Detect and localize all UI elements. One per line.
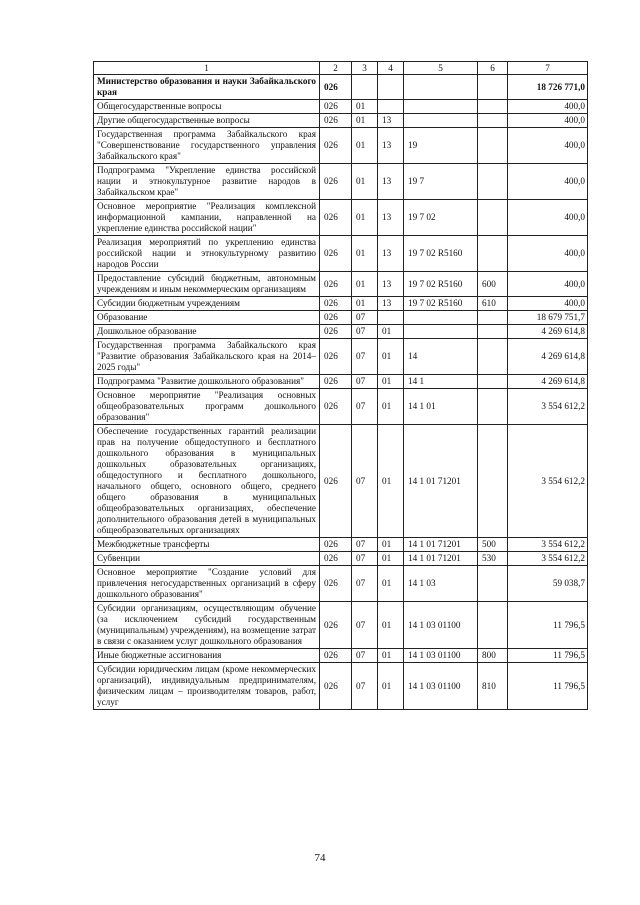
row-value-cell xyxy=(478,389,508,425)
row-value-cell: 400,0 xyxy=(508,100,588,114)
row-value-cell xyxy=(478,425,508,538)
row-value-cell: 026 xyxy=(320,425,352,538)
row-value-cell: 026 xyxy=(320,389,352,425)
row-value-cell: 01 xyxy=(352,297,378,311)
row-name-cell: Субвенции xyxy=(94,552,320,566)
row-value-cell xyxy=(404,75,478,100)
table-row xyxy=(94,114,588,128)
row-value-cell: 07 xyxy=(352,339,378,375)
row-value-cell: 01 xyxy=(378,389,404,425)
row-value-cell: 14 1 01 xyxy=(404,389,478,425)
row-name-cell: Реализация мероприятий по укреплению единства российской нации и этнокультурному развитию народов России xyxy=(94,236,320,272)
row-name-cell: Иные бюджетные ассигнования xyxy=(94,649,320,663)
row-value-cell xyxy=(478,339,508,375)
table-row xyxy=(94,339,588,375)
row-name-cell: Министерство образования и науки Забайкальского края xyxy=(94,75,320,100)
row-value-cell xyxy=(352,75,378,100)
table-row xyxy=(94,389,588,425)
row-value-cell: 07 xyxy=(352,325,378,339)
header-cell: 4 xyxy=(378,62,404,75)
row-name-cell: Дошкольное образование xyxy=(94,325,320,339)
row-value-cell: 4 269 614,8 xyxy=(508,375,588,389)
row-value-cell: 400,0 xyxy=(508,272,588,297)
row-name-cell: Образование xyxy=(94,311,320,325)
budget-table xyxy=(93,61,588,710)
table-row xyxy=(94,663,588,710)
row-value-cell: 14 1 xyxy=(404,375,478,389)
row-name-cell: Субсидии юридическим лицам (кроме некоммерческих организаций), индивидуальным предпринимателям, физическим лицам – производителям товаров, работ, услуг xyxy=(94,663,320,710)
row-value-cell: 01 xyxy=(378,552,404,566)
row-value-cell: 01 xyxy=(378,538,404,552)
row-name-cell: Подпрограмма "Развитие дошкольного образования" xyxy=(94,375,320,389)
row-name-cell: Основное мероприятие "Реализация комплексной информационной кампании, направленной на укрепление единства российской нации" xyxy=(94,200,320,236)
row-value-cell: 026 xyxy=(320,114,352,128)
row-value-cell: 19 xyxy=(404,128,478,164)
row-value-cell: 3 554 612,2 xyxy=(508,552,588,566)
row-value-cell: 13 xyxy=(378,272,404,297)
row-value-cell: 07 xyxy=(352,311,378,325)
row-value-cell: 11 796,5 xyxy=(508,663,588,710)
table-row xyxy=(94,552,588,566)
row-value-cell: 07 xyxy=(352,649,378,663)
page-number: 74 xyxy=(314,852,326,864)
row-value-cell: 026 xyxy=(320,552,352,566)
row-value-cell: 13 xyxy=(378,128,404,164)
row-value-cell: 530 xyxy=(478,552,508,566)
row-name-cell: Государственная программа Забайкальского края "Совершенствование государственного управления Забайкальского края" xyxy=(94,128,320,164)
row-value-cell xyxy=(478,566,508,602)
row-value-cell: 026 xyxy=(320,663,352,710)
row-value-cell: 026 xyxy=(320,311,352,325)
row-value-cell xyxy=(378,311,404,325)
row-value-cell xyxy=(378,100,404,114)
row-value-cell xyxy=(478,200,508,236)
row-value-cell: 800 xyxy=(478,649,508,663)
row-value-cell: 14 1 03 xyxy=(404,566,478,602)
row-value-cell: 3 554 612,2 xyxy=(508,425,588,538)
table-row xyxy=(94,100,588,114)
row-value-cell: 07 xyxy=(352,375,378,389)
row-value-cell: 400,0 xyxy=(508,128,588,164)
header-cell: 2 xyxy=(320,62,352,75)
row-value-cell: 01 xyxy=(378,325,404,339)
table-row xyxy=(94,375,588,389)
table-row xyxy=(94,272,588,297)
row-value-cell: 026 xyxy=(320,602,352,649)
row-value-cell: 500 xyxy=(478,538,508,552)
row-value-cell: 01 xyxy=(352,236,378,272)
row-value-cell: 07 xyxy=(352,663,378,710)
row-name-cell: Межбюджетные трансферты xyxy=(94,538,320,552)
row-value-cell xyxy=(378,75,404,100)
row-value-cell: 19 7 xyxy=(404,164,478,200)
row-value-cell: 11 796,5 xyxy=(508,649,588,663)
row-value-cell: 400,0 xyxy=(508,114,588,128)
row-value-cell: 18 679 751,7 xyxy=(508,311,588,325)
row-value-cell: 19 7 02 xyxy=(404,200,478,236)
header-row xyxy=(94,62,588,75)
row-value-cell xyxy=(478,128,508,164)
table-row xyxy=(94,649,588,663)
row-value-cell: 01 xyxy=(378,425,404,538)
row-value-cell: 026 xyxy=(320,566,352,602)
table-row xyxy=(94,200,588,236)
row-value-cell: 026 xyxy=(320,649,352,663)
row-name-cell: Основное мероприятие "Создание условий для привлечения негосударственных организаций в сферу дошкольного образования" xyxy=(94,566,320,602)
header-cell: 7 xyxy=(508,62,588,75)
table-body xyxy=(94,75,588,710)
row-name-cell: Предоставление субсидий бюджетным, автономным учреждениям и иным некоммерческим организациям xyxy=(94,272,320,297)
row-value-cell: 3 554 612,2 xyxy=(508,538,588,552)
row-value-cell: 026 xyxy=(320,164,352,200)
row-value-cell xyxy=(404,100,478,114)
row-value-cell: 13 xyxy=(378,114,404,128)
row-value-cell: 026 xyxy=(320,339,352,375)
row-value-cell: 400,0 xyxy=(508,297,588,311)
row-value-cell: 026 xyxy=(320,236,352,272)
row-name-cell: Субсидии организациям, осуществляющим обучение (за исключением субсидий государственным (муниципальным) учреждениям), на возмещение затрат в связи с оказанием услуг дошкольного образования xyxy=(94,602,320,649)
header-cell: 6 xyxy=(478,62,508,75)
row-name-cell: Общегосударственные вопросы xyxy=(94,100,320,114)
table-row xyxy=(94,538,588,552)
row-value-cell: 026 xyxy=(320,297,352,311)
row-value-cell: 01 xyxy=(352,100,378,114)
row-value-cell: 026 xyxy=(320,75,352,100)
row-value-cell xyxy=(478,325,508,339)
row-value-cell xyxy=(478,114,508,128)
row-value-cell: 610 xyxy=(478,297,508,311)
row-value-cell: 01 xyxy=(378,649,404,663)
row-value-cell: 13 xyxy=(378,297,404,311)
row-name-cell: Другие общегосударственные вопросы xyxy=(94,114,320,128)
table-row xyxy=(94,602,588,649)
table-row xyxy=(94,128,588,164)
row-value-cell: 026 xyxy=(320,100,352,114)
table-row xyxy=(94,311,588,325)
row-value-cell: 07 xyxy=(352,566,378,602)
row-value-cell: 14 1 03 01100 xyxy=(404,649,478,663)
row-name-cell: Обеспечение государственных гарантий реализации прав на получение общедоступного и бесплатного дошкольного образования в муниципальных дошкольных образовательных организациях, общедоступного и бесплатного дошкольного, начального общего, основного общего, среднего общего образования в муниципальных общеобразовательных организациях, обеспечение дополнительного образования детей в муниципальных общеобразовательных организациях xyxy=(94,425,320,538)
header-cell: 5 xyxy=(404,62,478,75)
row-value-cell xyxy=(478,602,508,649)
table-row xyxy=(94,75,588,100)
row-value-cell xyxy=(478,375,508,389)
table-row xyxy=(94,325,588,339)
row-value-cell: 026 xyxy=(320,128,352,164)
row-value-cell: 14 1 01 71201 xyxy=(404,538,478,552)
row-value-cell: 01 xyxy=(352,272,378,297)
row-value-cell: 13 xyxy=(378,164,404,200)
row-value-cell: 400,0 xyxy=(508,164,588,200)
row-value-cell: 3 554 612,2 xyxy=(508,389,588,425)
row-value-cell: 19 7 02 R5160 xyxy=(404,272,478,297)
table-row xyxy=(94,566,588,602)
row-value-cell: 01 xyxy=(352,164,378,200)
row-value-cell: 01 xyxy=(378,663,404,710)
row-value-cell: 01 xyxy=(378,339,404,375)
row-value-cell xyxy=(478,311,508,325)
row-value-cell: 14 1 03 01100 xyxy=(404,602,478,649)
row-value-cell: 13 xyxy=(378,236,404,272)
row-value-cell xyxy=(478,236,508,272)
row-value-cell: 07 xyxy=(352,602,378,649)
row-value-cell: 026 xyxy=(320,272,352,297)
row-value-cell xyxy=(478,75,508,100)
row-value-cell: 026 xyxy=(320,538,352,552)
row-value-cell: 810 xyxy=(478,663,508,710)
table-row xyxy=(94,236,588,272)
row-value-cell xyxy=(404,311,478,325)
row-value-cell xyxy=(478,164,508,200)
header-cell: 3 xyxy=(352,62,378,75)
row-value-cell: 01 xyxy=(352,128,378,164)
row-value-cell: 4 269 614,8 xyxy=(508,325,588,339)
row-value-cell: 13 xyxy=(378,200,404,236)
row-value-cell: 14 1 01 71201 xyxy=(404,425,478,538)
row-value-cell: 07 xyxy=(352,538,378,552)
row-value-cell: 400,0 xyxy=(508,200,588,236)
table-row xyxy=(94,297,588,311)
row-name-cell: Субсидии бюджетным учреждениям xyxy=(94,297,320,311)
row-name-cell: Государственная программа Забайкальского края "Развитие образования Забайкальского края на 2014–2025 годы" xyxy=(94,339,320,375)
table-row xyxy=(94,425,588,538)
row-value-cell: 400,0 xyxy=(508,236,588,272)
row-value-cell: 01 xyxy=(352,114,378,128)
row-value-cell: 11 796,5 xyxy=(508,602,588,649)
row-value-cell: 14 1 03 01100 xyxy=(404,663,478,710)
row-value-cell: 07 xyxy=(352,389,378,425)
row-value-cell xyxy=(404,114,478,128)
row-value-cell xyxy=(404,325,478,339)
header-cell: 1 xyxy=(94,62,320,75)
row-value-cell: 07 xyxy=(352,552,378,566)
row-value-cell: 026 xyxy=(320,375,352,389)
row-value-cell: 18 726 771,0 xyxy=(508,75,588,100)
row-value-cell: 14 xyxy=(404,339,478,375)
row-value-cell: 600 xyxy=(478,272,508,297)
row-value-cell xyxy=(478,100,508,114)
row-value-cell: 59 038,7 xyxy=(508,566,588,602)
row-value-cell: 19 7 02 R5160 xyxy=(404,297,478,311)
row-name-cell: Основное мероприятие "Реализация основных общеобразовательных программ дошкольного образования" xyxy=(94,389,320,425)
row-value-cell: 01 xyxy=(378,602,404,649)
row-value-cell: 01 xyxy=(378,566,404,602)
table-row xyxy=(94,164,588,200)
row-value-cell: 4 269 614,8 xyxy=(508,339,588,375)
row-value-cell: 026 xyxy=(320,325,352,339)
row-name-cell: Подпрограмма "Укрепление единства российской нации и этнокультурное развитие народов в Забайкальском крае" xyxy=(94,164,320,200)
row-value-cell: 026 xyxy=(320,200,352,236)
row-value-cell: 01 xyxy=(378,375,404,389)
row-value-cell: 14 1 01 71201 xyxy=(404,552,478,566)
row-value-cell: 01 xyxy=(352,200,378,236)
row-value-cell: 07 xyxy=(352,425,378,538)
row-value-cell: 19 7 02 R5160 xyxy=(404,236,478,272)
